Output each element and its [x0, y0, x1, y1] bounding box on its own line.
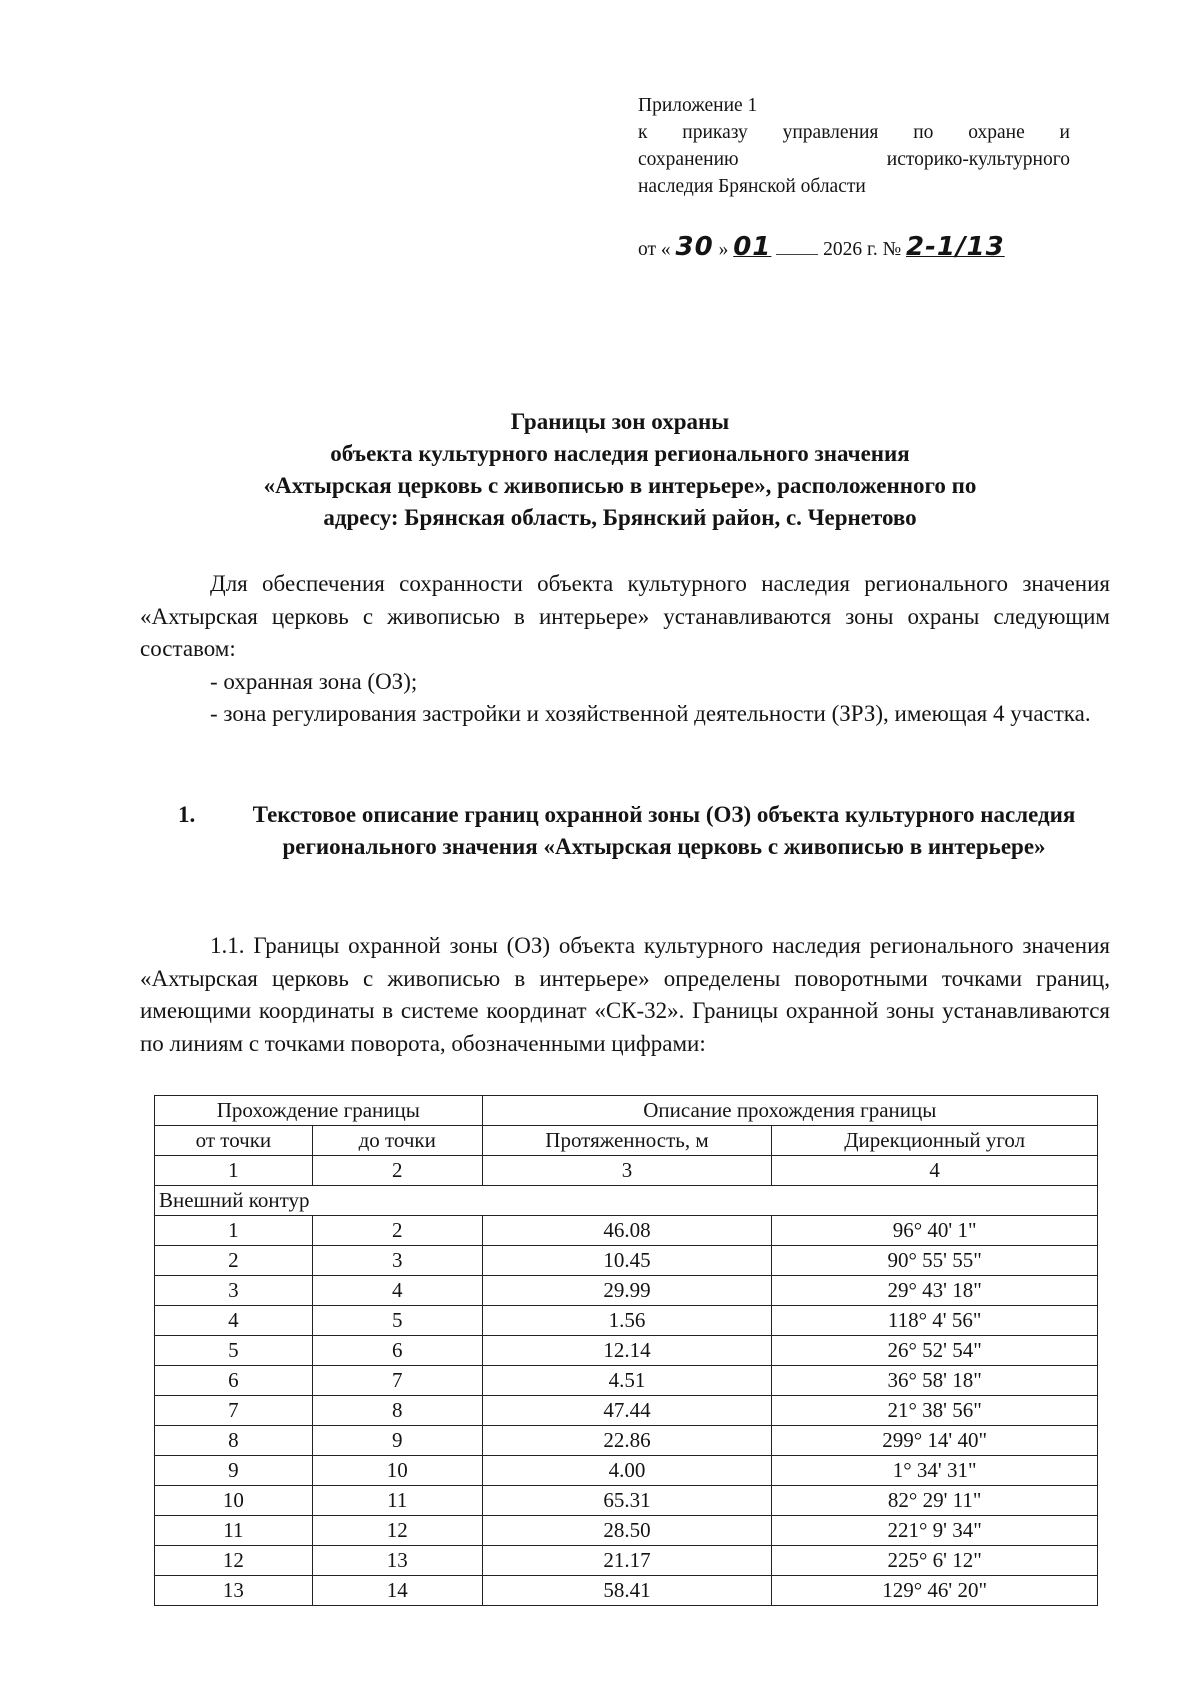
table-row — [155, 1216, 1098, 1246]
title-line-4: адресу: Брянская область, Брянский район, с. Чернетово — [323, 505, 917, 530]
cell-from: 7 — [155, 1396, 313, 1426]
cell-to: 4 — [312, 1276, 482, 1306]
appendix-header — [638, 92, 1070, 200]
cell-to: 11 — [312, 1486, 482, 1516]
cell-length: 1.56 — [482, 1306, 772, 1336]
date-prefix: от « — [638, 239, 671, 260]
cell-angle: 29° 43' 18" — [772, 1276, 1098, 1306]
table-row — [155, 1456, 1098, 1486]
cell-length: 12.14 — [482, 1336, 772, 1366]
cell-angle: 221° 9' 34" — [772, 1516, 1098, 1546]
table-row — [155, 1276, 1098, 1306]
appendix-line-4: наследия Брянской области — [638, 176, 866, 197]
cell-length: 47.44 — [482, 1396, 772, 1426]
col-number-1: 1 — [155, 1156, 313, 1186]
cell-angle: 90° 55' 55" — [772, 1246, 1098, 1276]
table-row — [155, 1576, 1098, 1606]
date-month: 01 — [733, 232, 772, 262]
cell-to: 13 — [312, 1546, 482, 1576]
date-year: 2026 г. № — [823, 239, 902, 260]
section-heading-text: Текстовое описание границ охранной зоны (ОЗ) объекта культурного наследия регионального значения «Ахтырская церковь с живописью в интерьере» — [252, 802, 1076, 859]
cell-to: 14 — [312, 1576, 482, 1606]
date-mid: » — [718, 239, 729, 260]
date-day: 30 — [675, 232, 714, 262]
cell-length: 65.31 — [482, 1486, 772, 1516]
cell-to: 7 — [312, 1366, 482, 1396]
cell-from: 6 — [155, 1366, 313, 1396]
cell-length: 10.45 — [482, 1246, 772, 1276]
table-column-header — [155, 1126, 1098, 1156]
cell-to: 10 — [312, 1456, 482, 1486]
col-header-angle: Дирекционный угол — [772, 1126, 1098, 1156]
col-header-to: до точки — [312, 1126, 482, 1156]
table-row — [155, 1366, 1098, 1396]
cell-from: 3 — [155, 1276, 313, 1306]
order-number: 2-1/13 — [906, 232, 1005, 262]
contour-label: Внешний контур — [155, 1186, 1098, 1216]
table-row — [155, 1246, 1098, 1276]
cell-angle: 299° 14' 40" — [772, 1426, 1098, 1456]
cell-angle: 26° 52' 54" — [772, 1336, 1098, 1366]
cell-length: 4.00 — [482, 1456, 772, 1486]
col-number-4: 4 — [772, 1156, 1098, 1186]
cell-angle: 118° 4' 56" — [772, 1306, 1098, 1336]
paragraph-1-1 — [140, 930, 1110, 1060]
section-1-heading — [178, 799, 1110, 863]
col-number-2: 2 — [312, 1156, 482, 1186]
table-row — [155, 1306, 1098, 1336]
order-date-line — [638, 232, 1078, 262]
cell-angle: 225° 6' 12" — [772, 1546, 1098, 1576]
cell-length: 28.50 — [482, 1516, 772, 1546]
cell-from: 9 — [155, 1456, 313, 1486]
cell-to: 3 — [312, 1246, 482, 1276]
cell-angle: 129° 46' 20" — [772, 1576, 1098, 1606]
title-line-2: объекта культурного наследия регионального значения — [330, 441, 910, 466]
cell-length: 46.08 — [482, 1216, 772, 1246]
col-number-3: 3 — [482, 1156, 772, 1186]
cell-length: 22.86 — [482, 1426, 772, 1456]
contour-row — [155, 1186, 1098, 1216]
intro-item-2: - зона регулирования застройки и хозяйственной деятельности (ЗРЗ), имеющая 4 участка. — [210, 701, 1091, 726]
table-row — [155, 1546, 1098, 1576]
table-row — [155, 1396, 1098, 1426]
intro-text: Для обеспечения сохранности объекта культурного наследия регионального значения «Ахтырская церковь с живописью в интерьере» устанавливаются зоны охраны следующим составом: — [140, 571, 1110, 661]
appendix-line-3: сохранению историко-культурного — [638, 149, 1070, 170]
title-line-1: Границы зон охраны — [510, 409, 730, 434]
col-header-length: Протяженность, м — [482, 1126, 772, 1156]
document-title — [120, 406, 1120, 534]
cell-from: 1 — [155, 1216, 313, 1246]
cell-from: 10 — [155, 1486, 313, 1516]
cell-angle: 36° 58' 18" — [772, 1366, 1098, 1396]
section-number: 1. — [178, 802, 196, 827]
cell-to: 8 — [312, 1396, 482, 1426]
boundary-table — [154, 1095, 1098, 1606]
table-row — [155, 1336, 1098, 1366]
cell-length: 29.99 — [482, 1276, 772, 1306]
intro-paragraph — [140, 568, 1110, 731]
cell-from: 12 — [155, 1546, 313, 1576]
group-header-description: Описание прохождения границы — [482, 1096, 1097, 1126]
cell-length: 21.17 — [482, 1546, 772, 1576]
cell-from: 13 — [155, 1576, 313, 1606]
title-line-3: «Ахтырская церковь с живописью в интерьере», расположенного по — [263, 473, 977, 498]
cell-to: 9 — [312, 1426, 482, 1456]
appendix-line-2: к приказу управления по охране и — [638, 122, 1070, 143]
cell-from: 8 — [155, 1426, 313, 1456]
cell-length: 4.51 — [482, 1366, 772, 1396]
cell-angle: 21° 38' 56" — [772, 1396, 1098, 1426]
cell-from: 11 — [155, 1516, 313, 1546]
table-row — [155, 1516, 1098, 1546]
table-row — [155, 1486, 1098, 1516]
col-header-from: от точки — [155, 1126, 313, 1156]
cell-to: 6 — [312, 1336, 482, 1366]
cell-angle: 96° 40' 1" — [772, 1216, 1098, 1246]
appendix-title: Приложение 1 — [638, 95, 758, 116]
cell-angle: 1° 34' 31" — [772, 1456, 1098, 1486]
table-group-header — [155, 1096, 1098, 1126]
intro-item-1: - охранная зона (ОЗ); — [210, 668, 418, 694]
cell-to: 2 — [312, 1216, 482, 1246]
table-column-numbers — [155, 1156, 1098, 1186]
cell-from: 2 — [155, 1246, 313, 1276]
cell-from: 5 — [155, 1336, 313, 1366]
paragraph-1-1-text: 1.1. Границы охранной зоны (ОЗ) объекта культурного наследия регионального значения «Ахтырская церковь с живописью в интерьере» определены поворотными точками границ, имеющими координаты в системе координат «СК-32». Границы охранной зоны устанавливаются по линиям с точками поворота, обозначенными цифрами: — [140, 933, 1110, 1056]
cell-angle: 82° 29' 11" — [772, 1486, 1098, 1516]
cell-length: 58.41 — [482, 1576, 772, 1606]
date-underline — [776, 254, 818, 255]
table-row — [155, 1426, 1098, 1456]
cell-to: 5 — [312, 1306, 482, 1336]
group-header-passage: Прохождение границы — [155, 1096, 483, 1126]
cell-from: 4 — [155, 1306, 313, 1336]
cell-to: 12 — [312, 1516, 482, 1546]
